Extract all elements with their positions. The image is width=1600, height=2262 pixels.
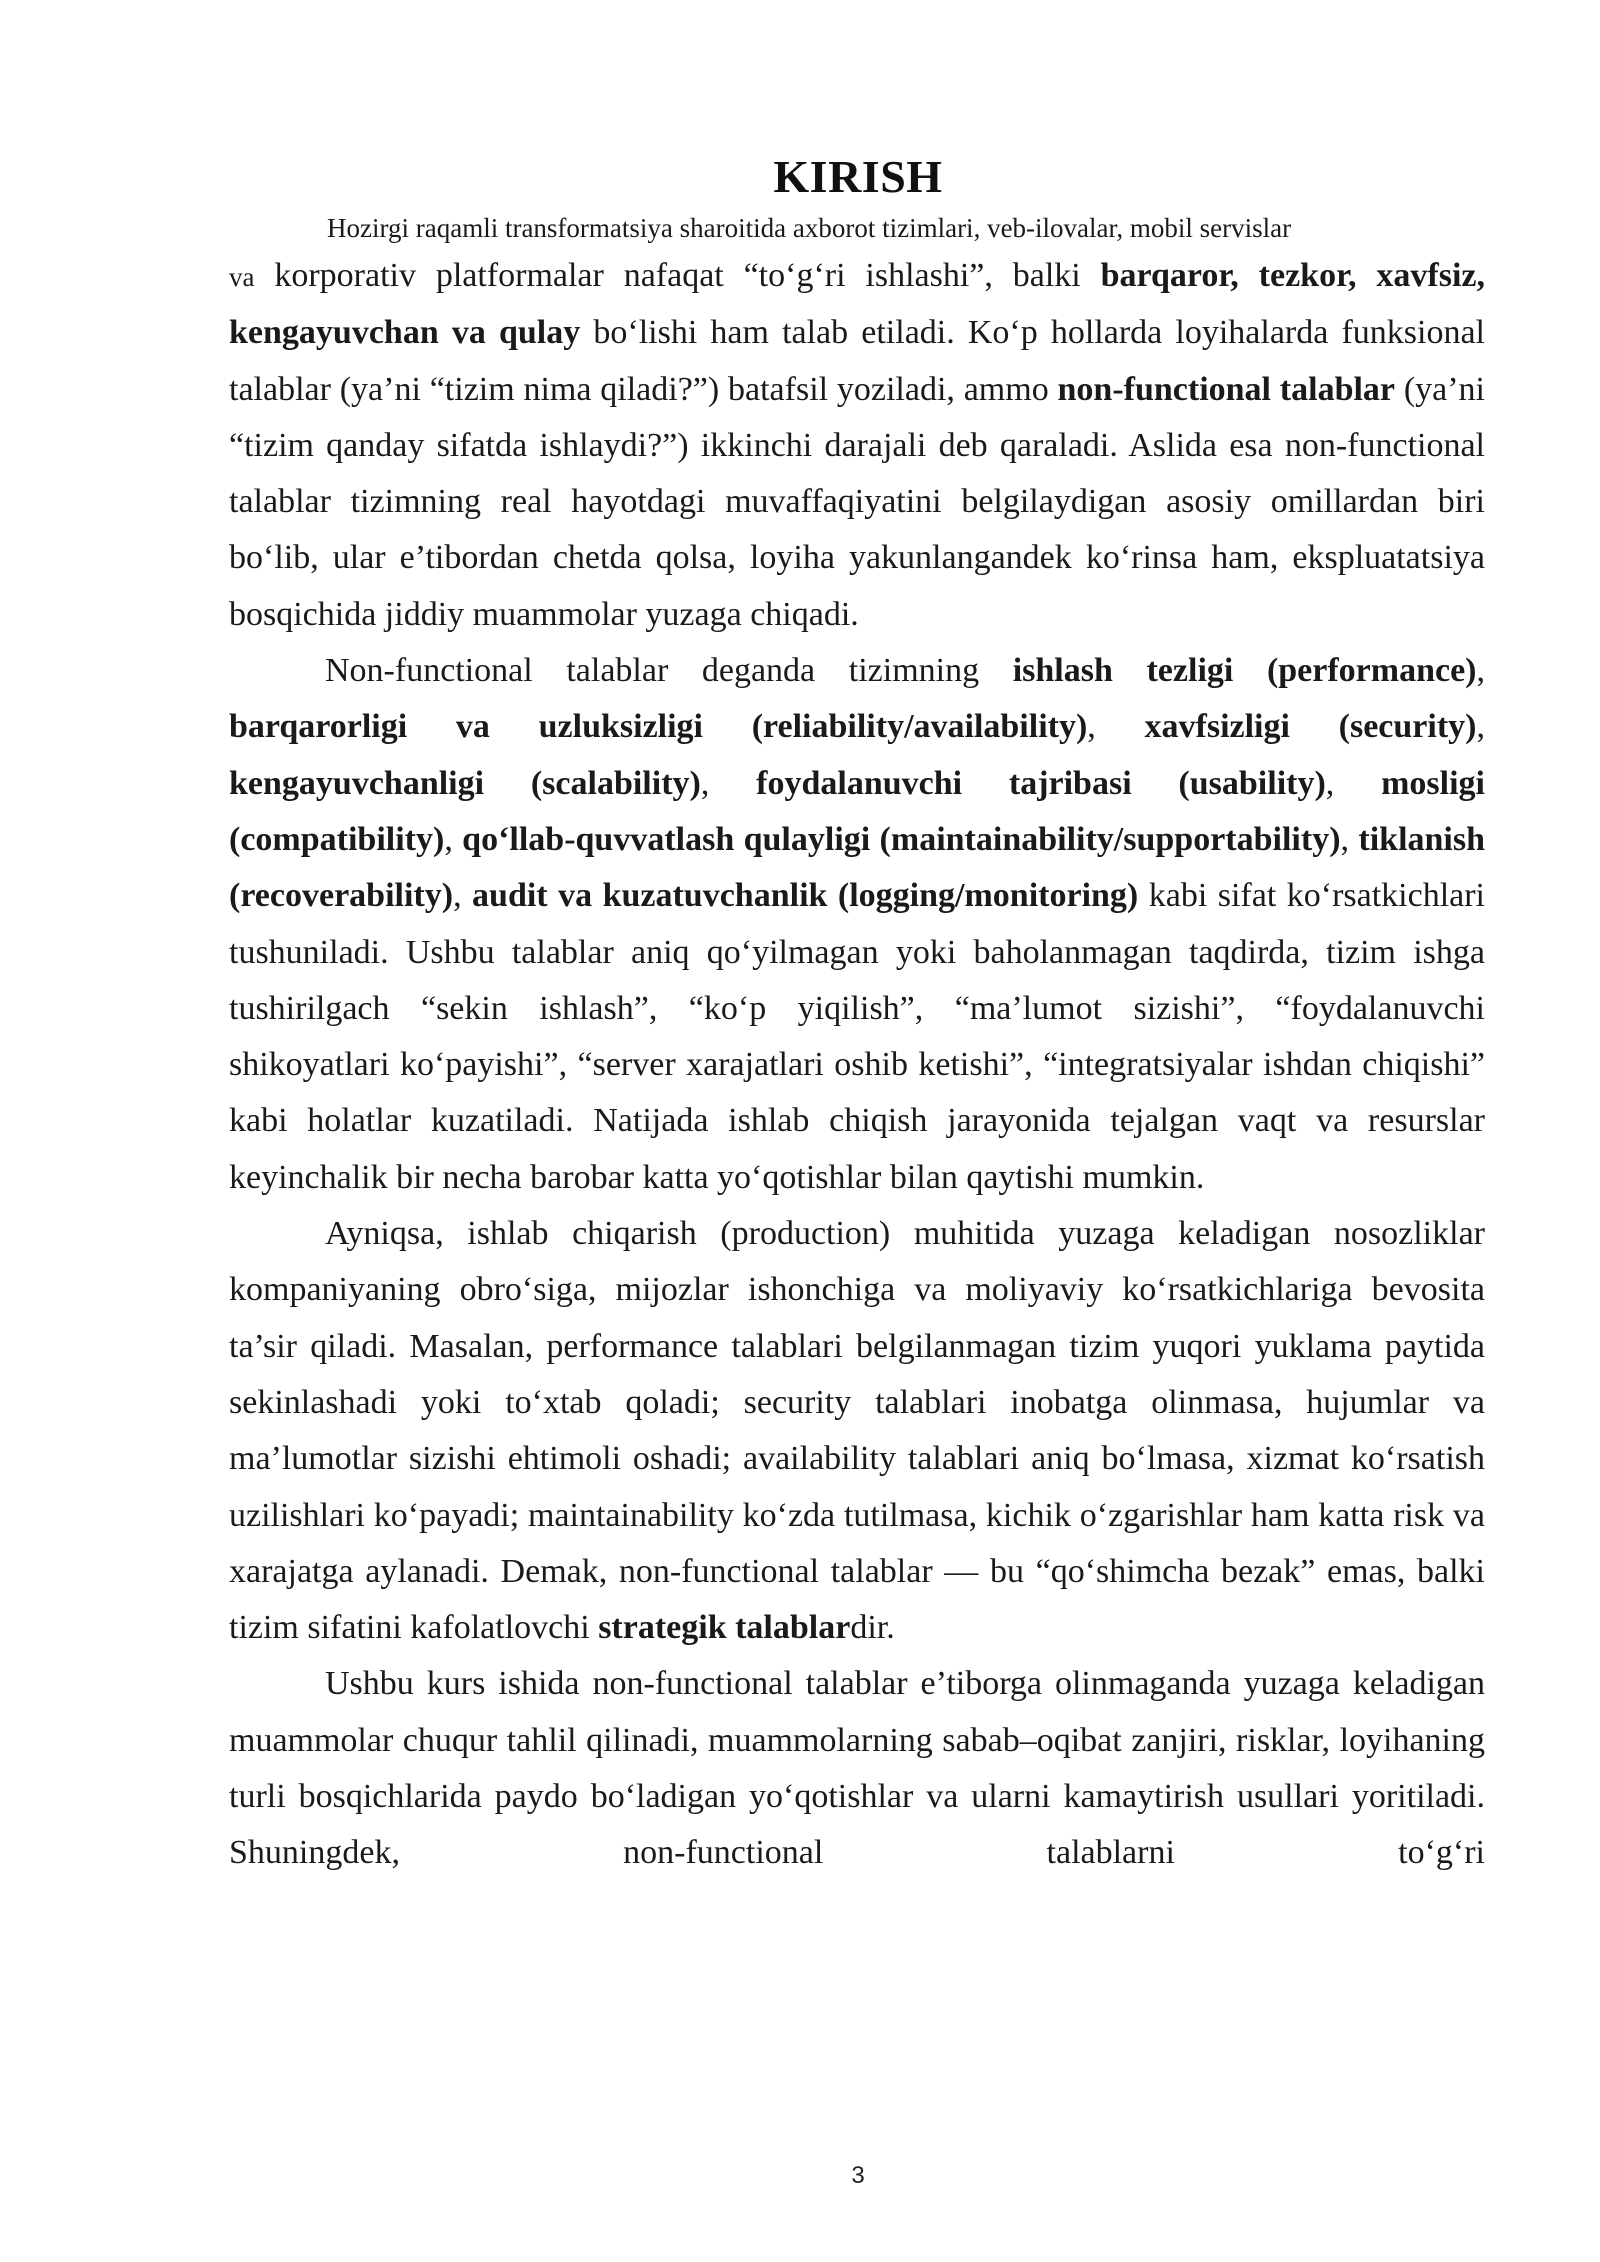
text-run: kabi sifat ko‘rsatkichlari tushuniladi. Ushbu talablar aniq qo‘yilmagan yoki baholanmagan taqdirda, tizim ishga tushirilgach “sekin ishlash”, “ko‘p yiqilish”, “ma’lumot sizishi”, “foydalanuvchi shikoyatlari ko‘payishi”, “server xarajatlari oshib ketishi”, “integratsiyalar ishdan chiqishi” kabi holatlar kuzatiladi. Natijada ishlab chiqish jarayonida tejalgan vaqt va resurslar keyinchalik bir necha barobar katta yo‘qotishlar bilan qaytishi mumkin. <box>229 877 1485 1196</box>
bold-run: ishlash tezligi (performance) <box>1012 652 1477 690</box>
text-run: , <box>1476 652 1486 690</box>
bold-run: foydalanuvchi tajribasi (usability) <box>756 764 1326 802</box>
bold-run: barqaror, tezkor, xavfsiz, kengayuvchan va qulay <box>229 257 1485 352</box>
bold-run: xavfsizligi (security) <box>1144 708 1477 746</box>
paragraph-1 <box>229 248 1485 643</box>
page-number: 3 <box>851 2162 865 2189</box>
bold-run: kengayuvchanligi (scalability) <box>229 764 701 802</box>
body-text <box>229 248 1485 1882</box>
text-run: Ayniqsa, ishlab chiqarish (production) muhitida yuzaga keladigan nosozliklar kompaniyaning obro‘siga, mijozlar ishonchiga va moliyaviy ko‘rsatkichlariga bevosita ta’sir qiladi. Masalan, performance talablari belgilanmagan tizim yuqori yuklama paytida sekinlashadi yoki to‘xtab qoladi; security talablari inobatga olinmasa, hujumlar va ma’lumotlar sizishi ehtimoli oshadi; availability talablari aniq bo‘lmasa, xizmat ko‘rsatish uzilishlari ko‘payadi; maintainability ko‘zda tutilmasa, kichik o‘zgarishlar ham katta risk va xarajatga aylanadi. Demak, non-functional talablar — bu “qo‘shimcha bezak” emas, balki tizim sifatini kafolatlovchi <box>229 1215 1485 1647</box>
text-run: , <box>444 820 463 858</box>
bold-run: mosligi (compatibility) <box>229 764 1485 858</box>
text-run: Ushbu kurs ishida non-functional talablar e’tiborga olinmaganda yuzaga keladigan muammolar chuqur tahlil qilinadi, muammolarning sabab–oqibat zanjiri, risklar, loyihaning turli bosqichlarida paydo bo‘ladigan yo‘qotishlar va ularni kamaytirish usullari yoritiladi. Shuningdek, non-functional talablarni to‘g‘ri <box>229 1665 1485 1872</box>
text-run: va <box>229 262 255 292</box>
bold-run: audit va kuzatuvchanlik (logging/monitoring) <box>472 877 1139 915</box>
bold-run: barqarorligi va uzluksizligi (reliability/availability) <box>229 708 1088 746</box>
bold-run: tiklanish (recoverability) <box>229 820 1486 915</box>
text-run: , <box>1087 708 1145 746</box>
paragraph-4 <box>229 1656 1485 1881</box>
text-run: korporativ platformalar nafaqat “to‘g‘ri ishlashi”, balki <box>254 257 1101 294</box>
text-run: Non-functional talablar deganda tizimning <box>325 652 1013 690</box>
text-run: (ya’ni “tizim qanday sifatda ishlaydi?”) ikkinchi darajali deb qaraladi. Aslida esa non-functional talablar tizimning real hayotdagi muvaffaqiyatini belgilaydigan asosiy omillardan biri bo‘lib, ular e’tibordan chetda qolsa, loyiha yakunlangandek ko‘rinsa ham, ekspluatatsiya bosqichida jiddiy muammolar yuzaga chiqadi. <box>229 370 1485 633</box>
text-run: , <box>700 764 757 802</box>
text-run: , <box>1325 764 1382 802</box>
text-run: , <box>453 877 473 915</box>
bold-run: qo‘llab-quvvatlash qulayligi (maintainability/supportability) <box>462 820 1341 858</box>
text-run: , <box>1476 708 1485 746</box>
paragraph-1-first-line: Hozirgi raqamli transformatsiya sharoitida axborot tizimlari, veb-ilovalar, mobil servislar <box>327 213 1292 243</box>
text-run: bo‘lishi ham talab etiladi. Ko‘p hollarda loyihalarda funksional talablar (ya’ni “tizim nima qiladi?”) batafsil yoziladi, ammo <box>229 314 1485 408</box>
page-title: KIRISH <box>773 151 943 202</box>
paragraph-2 <box>229 643 1485 1206</box>
text-run: dir. <box>850 1609 895 1647</box>
text-run: , <box>1340 820 1359 858</box>
bold-run: strategik talablar <box>598 1609 851 1647</box>
paragraph-3 <box>229 1206 1485 1656</box>
bold-run: non-functional talablar <box>1057 370 1396 408</box>
